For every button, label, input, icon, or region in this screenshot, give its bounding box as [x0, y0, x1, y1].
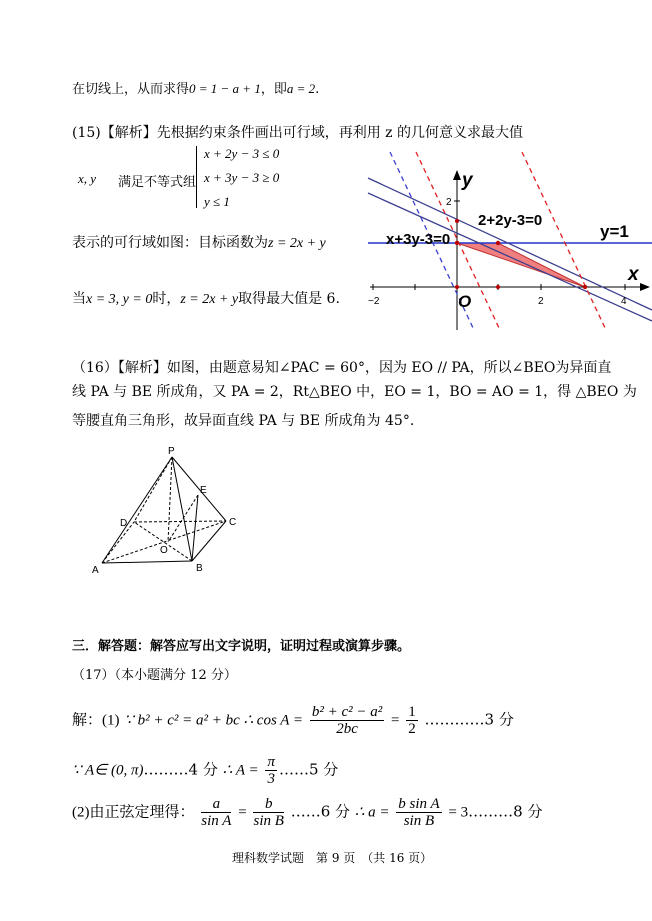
dashed-red-2: [522, 152, 606, 330]
p15-ineq-3: y ≤ 1: [204, 194, 230, 209]
label-tick-4: 4: [621, 296, 627, 307]
p17-l2-pi: π: [267, 754, 275, 770]
line1-math1: 0 = 1 − a + 1: [189, 81, 261, 96]
p17-l2-math: ∵ A∈ (0, π): [72, 762, 144, 779]
p17-l3-frac2: [253, 796, 283, 829]
seg-EO: [168, 495, 198, 542]
p17-line3: [72, 796, 542, 829]
edge-PD: [134, 457, 172, 522]
height-PO: [168, 457, 172, 542]
label-origin: O: [458, 292, 472, 311]
line1-math2: a = 2: [286, 81, 316, 96]
y-axis-arrow: [453, 170, 461, 180]
p15-when-text: 时，: [152, 291, 181, 307]
p15-header: (15)【解析】先根据约束条件画出可行域，再利用 z 的几何意义求最大值: [72, 125, 524, 141]
p17-l3-text: 由正弦定理得：: [89, 802, 195, 821]
label-E: E: [200, 485, 207, 496]
p17-l3-frac3: [396, 796, 441, 829]
p17-l3-result: = 3: [448, 804, 469, 821]
point-3-0: [583, 285, 587, 289]
edge-DC: [134, 521, 226, 522]
p15-region-text: 表示的可行域如图：目标函数为: [72, 235, 268, 251]
p15-region-line: [72, 232, 326, 252]
label-D: D: [120, 518, 128, 529]
p17-l3-f3-num: b sin A: [398, 796, 440, 812]
label-eq-2y3: 2+2y-3=0: [478, 212, 543, 229]
label-eq-x3y3: x+3y-3=0: [386, 231, 451, 248]
p17-line1: [72, 704, 514, 737]
p17-l1-half: [406, 704, 418, 737]
point-0-1: [455, 241, 459, 245]
x-axis-arrow: [640, 283, 650, 291]
p15-result-text: 取得最大值是 6.: [238, 291, 340, 307]
label-tick-2: 2: [538, 296, 544, 307]
p17-l1-eq: =: [391, 712, 400, 729]
p17-l2-score1: ………4 分: [143, 760, 218, 779]
section3-title: 三．解答题：解答应写出文字说明，证明过程或演算步骤。: [72, 639, 411, 654]
p15-when-math: x = 3, y = 0: [86, 292, 153, 307]
p17-l1-score: …………3 分: [424, 710, 514, 729]
p16-line2: 线 PA 与 BE 所成角，又 PA = 2，Rt△BEO 中，EO = 1，BO = AO = 1，得 △BEO 为: [72, 384, 637, 400]
p17-l3-f1-num: a: [201, 796, 231, 813]
p15-result-math: z = 2x + y: [180, 292, 239, 307]
p15-objective: z = 2x + y: [268, 236, 326, 251]
point-1-0: [496, 285, 500, 289]
p17-l3-frac1: [201, 796, 231, 829]
p17-l1-math: ∵ b² + c² = a² + bc ∴ cos A =: [124, 712, 304, 729]
p17-l1-frac-den: 2bc: [336, 721, 358, 737]
line1-prefix: 在切线上，从而求得: [72, 82, 190, 97]
p17-l1-half-num: 1: [408, 704, 416, 720]
p17-l3-score2: ………8 分: [468, 802, 543, 821]
label-C: C: [229, 517, 237, 528]
p17-l3-f2-num: b: [253, 796, 283, 813]
point-0-2: [455, 219, 459, 223]
p17-l1-prefix: 解：: [72, 710, 103, 729]
p15-result-line: [72, 288, 340, 308]
p17-l3-score1: ……6 分: [290, 802, 350, 821]
continuation-line: [72, 78, 319, 97]
point-0-0: [455, 285, 459, 289]
feasible-region-graph: [366, 150, 652, 336]
label-A: A: [92, 565, 99, 576]
p15-vars: x, y: [78, 171, 97, 186]
seg-BE: [192, 495, 198, 561]
p17-l3-eq: =: [238, 804, 247, 821]
line1-sep: ，即: [260, 82, 287, 97]
p17-l2-frac: [265, 754, 277, 787]
point-1-1: [496, 241, 500, 245]
p17-l1-frac: [310, 704, 384, 737]
p17-header: （17）（本小题满分 12 分）: [72, 668, 237, 683]
p17-l2-three: 3: [267, 771, 275, 787]
p15-vars-text: 满足不等式组: [118, 175, 197, 190]
p15-brace: [196, 146, 197, 208]
p15-ineq-2: x + 3y − 3 ≥ 0: [204, 170, 280, 185]
label-x-axis: x: [628, 264, 639, 285]
edge-AD: [102, 522, 134, 563]
p17-l1-half-den: 2: [408, 721, 416, 737]
p17-l3-f1-den: sin A: [201, 813, 232, 829]
edge-AB: [102, 561, 192, 563]
p17-l3-therefore: ∴ a =: [354, 804, 390, 821]
p17-line2: [72, 754, 338, 787]
label-ytick-2: 2: [446, 197, 452, 208]
p15-when-prefix: 当: [72, 291, 86, 307]
p17-l3-f3-den: sin B: [403, 813, 435, 829]
label-y1: y=1: [600, 222, 629, 241]
label-O: O: [160, 545, 168, 556]
p17-l2-score2: ……5 分: [278, 760, 339, 779]
p16-line3: 等腰直角三角形，故异面直线 PA 与 BE 所成角为 45°.: [72, 413, 415, 429]
line1-end: .: [315, 82, 320, 97]
p17-l1-frac-num: b² + c² − a²: [311, 704, 383, 720]
label-B: B: [196, 563, 203, 574]
p17-l3-num: (2): [72, 804, 90, 821]
p17-l3-f2-den: sin B: [253, 813, 284, 829]
p15-ineq-1: x + 2y − 3 ≤ 0: [204, 146, 280, 161]
p16-line1: （16）【解析】如图，由题意易知∠PAC = 60°，因为 EO // PA，所以∠BEO为异面直: [72, 360, 612, 376]
page-footer: 理科数学试题 第 9 页 （共 16 页）: [232, 851, 433, 865]
edge-PC: [172, 457, 226, 521]
pyramid-figure: [86, 440, 246, 580]
label-y-axis: y: [462, 170, 473, 191]
p17-l2-therefore: ∴ A =: [222, 762, 259, 779]
p17-l1-num: (1): [102, 712, 120, 729]
label-P: P: [168, 446, 175, 457]
label-tick-neg2: −2: [368, 296, 380, 307]
